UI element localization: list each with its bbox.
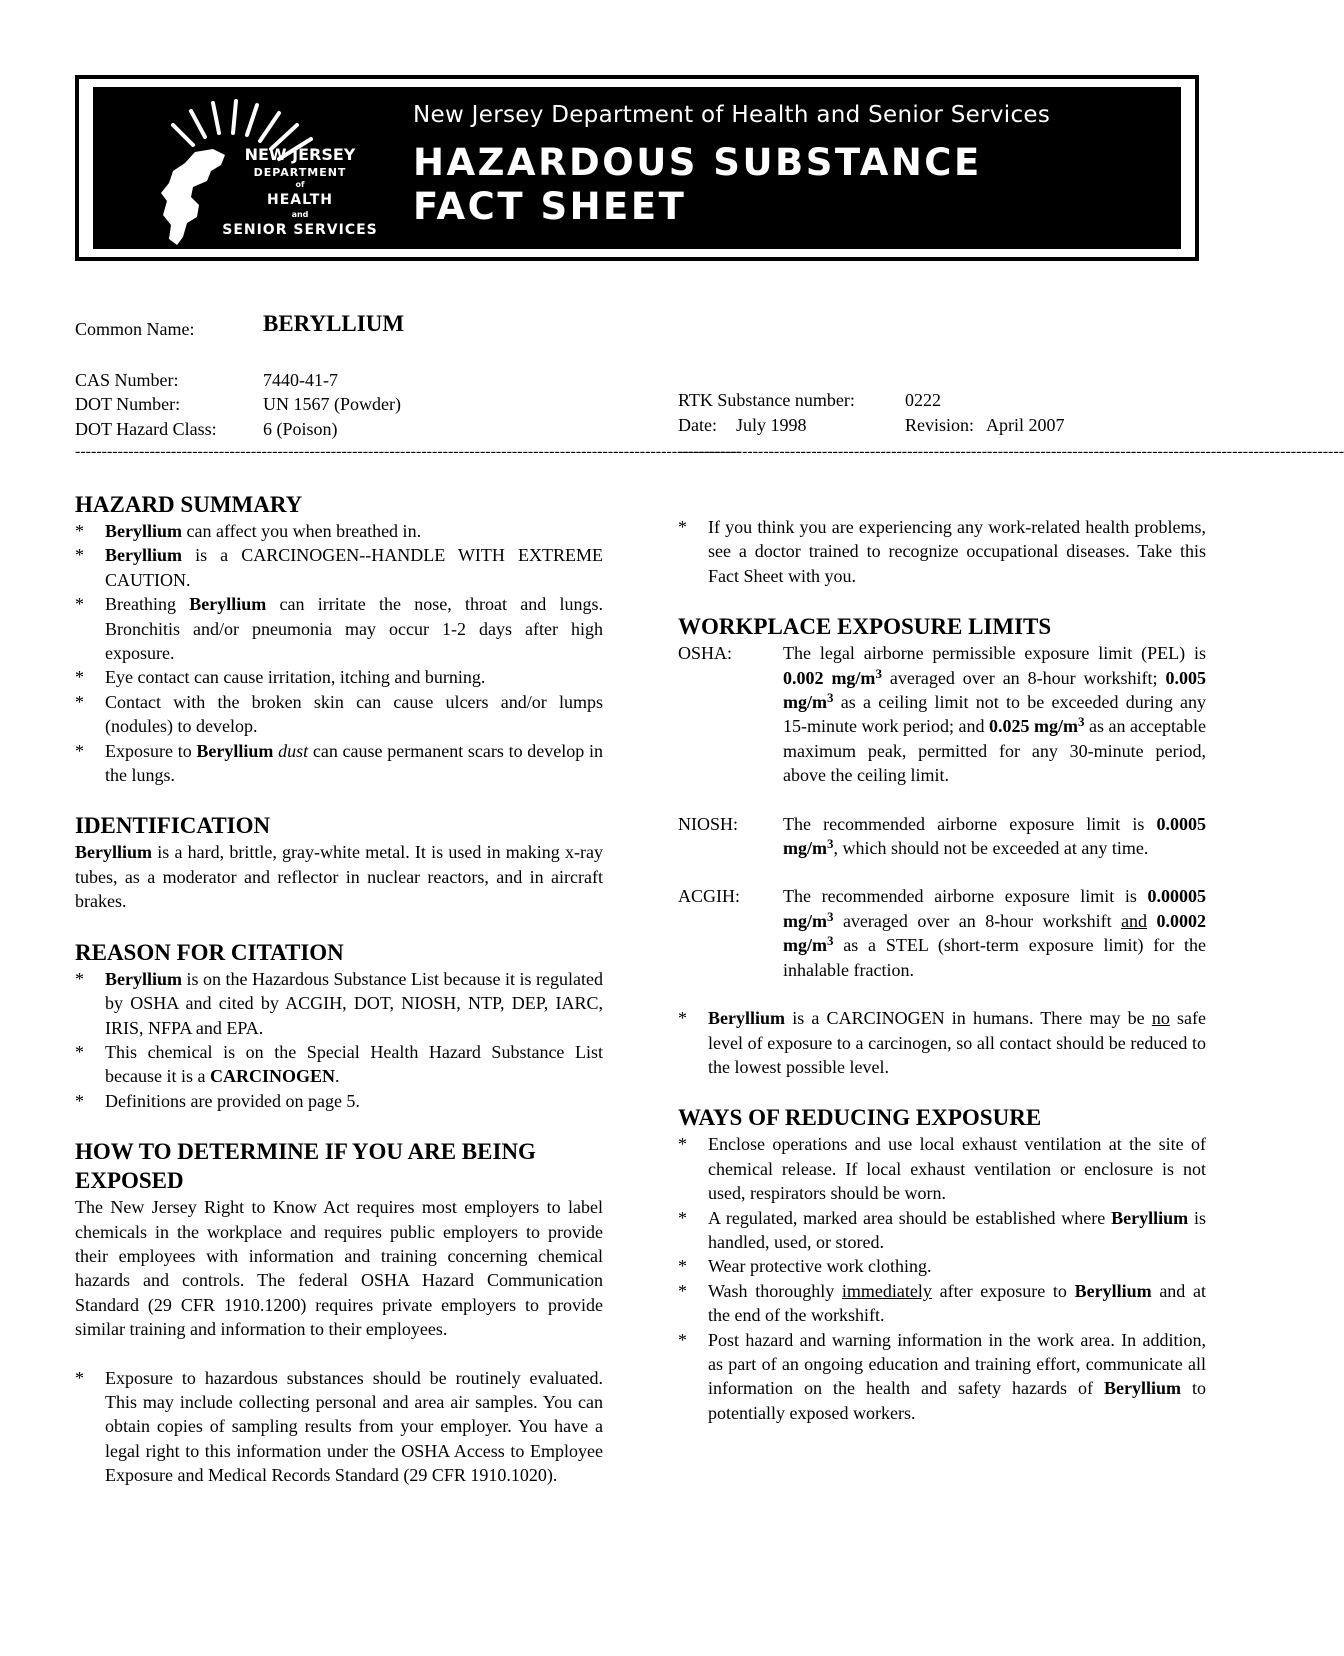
- item-text: is handled, used, or stored.: [708, 1207, 1206, 1252]
- item-text: .: [334, 1066, 340, 1087]
- substance-info-left: [75, 312, 595, 442]
- emphasis-dust: dust: [278, 740, 309, 761]
- carcinogen-item: [678, 1006, 1206, 1079]
- hazard-summary-item: * Eye contact can cause irritation, itching and burning.: [75, 665, 603, 689]
- carcinogen-label: CARCINOGEN: [209, 1066, 335, 1087]
- item-text: is a CARCINOGEN in humans. There may be: [785, 1008, 1152, 1029]
- separator-left: -----------------------------------------------------------------------------------------------------------------------------: [75, 443, 742, 460]
- reducing-item: [678, 1328, 1206, 1426]
- date-value: July 1998: [736, 415, 807, 435]
- dot-number-label: DOT Number:: [75, 394, 181, 414]
- item-text: is a CARCINOGEN--HANDLE WITH EXTREME CAUTION.: [105, 545, 603, 590]
- hazard-summary-item: [75, 519, 603, 543]
- rtk-number-label: RTK Substance number:: [678, 390, 855, 410]
- underlined-no: no: [1151, 1008, 1170, 1029]
- rtk-number-value: 0222: [905, 390, 941, 410]
- limit-text: , which should not be exceeded at any time.: [833, 838, 1149, 859]
- header-banner-inner: [93, 87, 1181, 249]
- limit-text: The recommended airborne exposure limit is: [783, 886, 1148, 907]
- right-column: [678, 515, 1206, 1425]
- superscript: 3: [827, 908, 834, 924]
- dot-hazard-class-label: DOT Hazard Class:: [75, 419, 217, 439]
- niosh-label: NIOSH:: [678, 813, 739, 834]
- hazard-summary-item: [75, 592, 603, 665]
- hazard-summary-item: [75, 543, 603, 592]
- superscript: 3: [827, 836, 834, 852]
- substance-name: Beryllium: [189, 594, 267, 615]
- common-name-label: Common Name:: [75, 319, 195, 339]
- superscript: 3: [875, 665, 882, 681]
- substance-name: Beryllium: [1103, 1378, 1181, 1399]
- hazard-summary-item: [75, 739, 603, 788]
- acgih-label: ACGIH:: [678, 886, 740, 907]
- item-text: This chemical is on the Special Health Hazard Substance List because it is a: [105, 1041, 603, 1087]
- department-name: New Jersey Department of Health and Senior Services: [413, 102, 1051, 128]
- fact-sheet-title-line1: HAZARDOUS SUBSTANCE: [413, 141, 982, 184]
- health-problems-item: * If you think you are experiencing any work-related health problems, see a doctor trained to recognize occupational diseases. Take this Fact Sheet with you.: [678, 515, 1206, 588]
- value-text: 0.00005 mg/m: [783, 886, 1206, 931]
- cas-number-label: CAS Number:: [75, 370, 179, 390]
- fact-sheet-title-line2: FACT SHEET: [413, 185, 687, 228]
- hazard-summary-heading: HAZARD SUMMARY: [75, 492, 303, 517]
- substance-info-right: [678, 388, 1198, 440]
- reducing-item: [678, 1279, 1206, 1328]
- substance-name: Beryllium: [1111, 1207, 1189, 1228]
- dot-number-value: UN 1567 (Powder): [263, 394, 401, 414]
- paragraph-text: is a hard, brittle, gray-white metal. It is used in making x-ray tubes, as a moderator and reflector in nuclear reactors, and in aircraft brakes.: [75, 842, 603, 912]
- left-column: [75, 490, 603, 1488]
- item-text: and at the end of the workshift.: [708, 1280, 1206, 1326]
- osha-label: OSHA:: [678, 643, 733, 664]
- item-text: can irritate the nose, throat and lungs. Bronchitis and/or pneumonia may occur 1-2 days after high exposure.: [105, 594, 603, 664]
- reducing-exposure-heading: WAYS OF REDUCING EXPOSURE: [678, 1105, 1042, 1131]
- revision-value: April 2007: [986, 415, 1065, 435]
- identification-heading: IDENTIFICATION: [75, 813, 271, 839]
- underlined-immediately: immediately: [841, 1280, 932, 1301]
- limit-text: The recommended airborne exposure limit is: [783, 813, 1157, 834]
- item-text: can affect you when breathed in.: [182, 521, 422, 541]
- limit-text: The legal airborne permissible exposure limit (PEL) is: [783, 643, 1206, 664]
- logo-line-and: and: [291, 210, 309, 219]
- item-text: Exposure to: [105, 740, 197, 761]
- limit-text: as a ceiling limit not to be exceeded during any 15-minute work period; and: [783, 692, 1206, 737]
- item-text: can cause permanent scars to develop in the lungs.: [105, 740, 603, 786]
- substance-name: Beryllium: [105, 968, 182, 989]
- logo-line-of: of: [295, 180, 305, 189]
- superscript: 3: [1078, 714, 1085, 730]
- substance-name: Beryllium: [75, 842, 152, 863]
- common-name-value: BERYLLIUM: [263, 311, 405, 336]
- hazard-summary-item: * Contact with the broken skin can cause ulcers and/or lumps (nodules) to develop.: [75, 690, 603, 739]
- item-text: Post hazard and warning information in the work area. In addition, as part of an ongoing education and training effort, communicate all information on the health and safety hazards of: [708, 1329, 1206, 1399]
- logo-line-health: HEALTH: [267, 192, 333, 208]
- determine-paragraph: The New Jersey Right to Know Act requires most employers to label chemicals in the workplace and requires public employers to provide their employees with information and training concerning chemical hazards and controls. The federal OSHA Hazard Communication Standard (29 CFR 1910.1200) requires private employers to provide similar training and information to their employees.: [75, 1197, 603, 1340]
- value-text: 0.002 mg/m: [783, 667, 876, 688]
- logo-line-department: DEPARTMENT: [253, 166, 347, 179]
- nj-department-logo: [133, 97, 393, 247]
- limit-text: as an acceptable maximum peak, permitted for any 30-minute period, above the ceiling limit.: [783, 716, 1206, 786]
- value-text: 0.0005 mg/m: [783, 813, 1206, 859]
- reason-item: * Definitions are provided on page 5.: [75, 1089, 603, 1113]
- item-text: Wash thoroughly: [708, 1280, 842, 1301]
- exposure-limits-heading: WORKPLACE EXPOSURE LIMITS: [678, 614, 1052, 640]
- limit-text: [1147, 911, 1156, 931]
- item-text: after exposure to: [931, 1280, 1075, 1301]
- separator-right: -----------------------------------------------------------------------------------------------------------------------------: [678, 443, 1344, 460]
- reason-item: [75, 967, 603, 1040]
- value-text: 0.025 mg/m: [989, 716, 1079, 737]
- determine-exposure-heading: HOW TO DETERMINE IF YOU ARE BEING EXPOSED: [75, 1139, 536, 1194]
- acgih-limit: [678, 884, 1206, 982]
- item-text: Breathing: [105, 594, 190, 615]
- osha-limit: [678, 641, 1206, 787]
- determine-item: * Exposure to hazardous substances should be routinely evaluated. This may include collecting personal and area air samples. You can obtain copies of sampling results from your employer. You have a legal right to this information under the OSHA Access to Employee Exposure and Medical Records Standard (29 CFR 1910.1020).: [75, 1366, 603, 1488]
- reason-for-citation-heading: REASON FOR CITATION: [75, 939, 344, 965]
- limit-text: as a STEL (short-term exposure limit) for the inhalable fraction.: [783, 935, 1206, 980]
- header-banner: [75, 75, 1199, 261]
- date-label: Date:: [678, 415, 717, 435]
- substance-name: Beryllium: [1074, 1280, 1152, 1301]
- reducing-item: * Wear protective work clothing.: [678, 1254, 1206, 1278]
- revision-label: Revision:: [905, 415, 975, 435]
- item-text: to potentially exposed workers.: [708, 1378, 1206, 1423]
- limit-text: averaged over an 8-hour workshift;: [881, 667, 1166, 688]
- underlined-and: and: [1121, 910, 1148, 931]
- limit-value: [783, 665, 882, 688]
- reason-item: [75, 1040, 603, 1089]
- cas-number-value: 7440-41-7: [263, 370, 338, 390]
- reducing-item: * Enclose operations and use local exhaust ventilation at the site of chemical release. If local exhaust ventilation or enclosure is not used, respirators should be worn.: [678, 1132, 1206, 1205]
- reducing-item: [678, 1206, 1206, 1255]
- substance-name: Beryllium: [105, 545, 182, 566]
- value-text: 0.005 mg/m: [783, 667, 1206, 713]
- item-text: A regulated, marked area should be established where: [708, 1207, 1112, 1228]
- substance-name: Beryllium: [708, 1008, 785, 1029]
- superscript: 3: [827, 690, 834, 706]
- value-text: 0.0002 mg/m: [783, 910, 1207, 956]
- substance-name: Beryllium: [105, 521, 182, 541]
- substance-name: Beryllium: [196, 740, 274, 761]
- item-text: is on the Hazardous Substance List because it is regulated by OSHA and cited by ACGIH, DOT, NIOSH, NTP, DEP, IARC, IRIS, NFPA and EPA.: [105, 968, 603, 1038]
- superscript: 3: [827, 933, 834, 949]
- logo-line-senior-services: SENIOR SERVICES: [222, 222, 378, 238]
- niosh-limit: [678, 812, 1206, 861]
- identification-paragraph: [75, 840, 603, 913]
- item-text: safe level of exposure to a carcinogen, so all contact should be reduced to the lowest possible level.: [708, 1008, 1206, 1077]
- limit-text: averaged over an 8-hour workshift: [833, 910, 1122, 931]
- limit-value: [989, 716, 1085, 736]
- logo-line-new-jersey: NEW JERSEY: [244, 145, 356, 164]
- dot-hazard-class-value: 6 (Poison): [263, 419, 338, 439]
